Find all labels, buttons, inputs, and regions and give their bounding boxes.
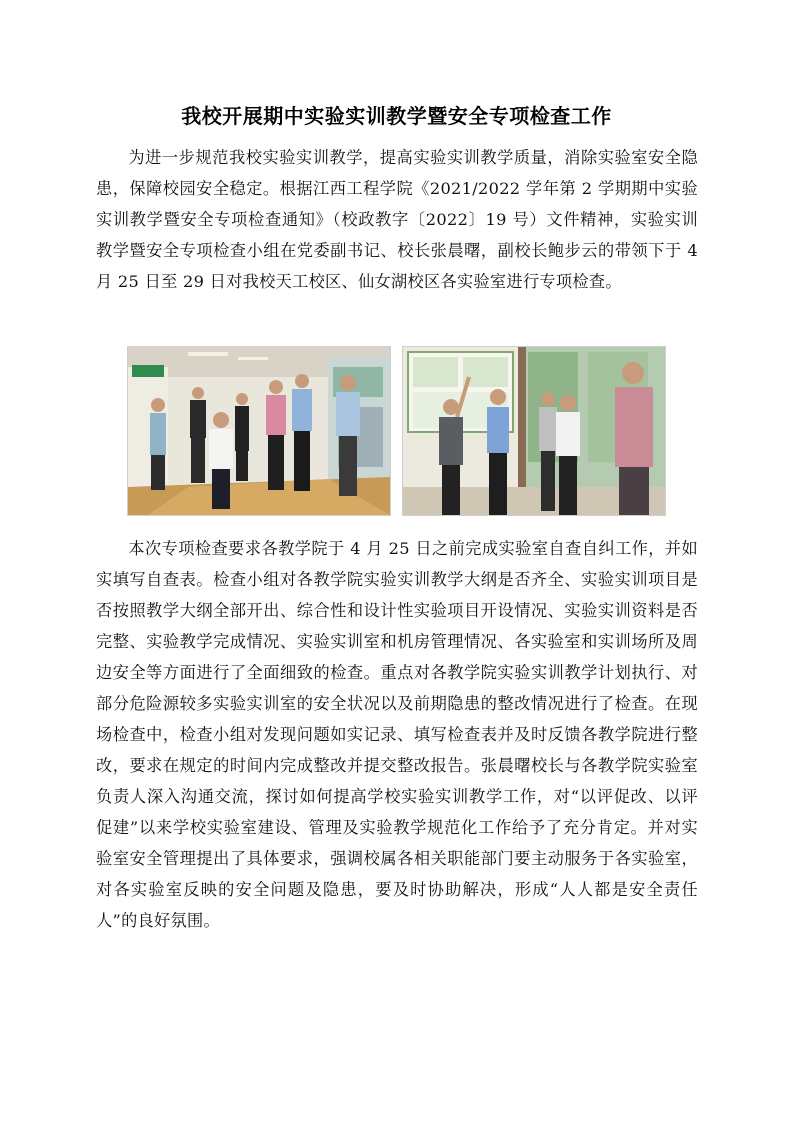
article-paragraph-1: 为进一步规范我校实验实训教学，提高实验实训教学质量，消除实验室安全隐患，保障校园安全稳定。根据江西工程学院《2021/2022 学年第 2 学期期中实验实训教学暨安全专项检查通知》（校政教字〔2022〕19 号）文件精神，实验实训教学暨安全专项检查小组在党委副书记、校长张晨曙，副校长鲍步云的带领下于 4 月 25 日至 29 日对我校天工校区、仙女湖校区各实验室进行专项检查。: [96, 148, 698, 291]
article-paragraph-2: 本次专项检查要求各教学院于 4 月 25 日之前完成实验室自查自纠工作，并如实填写自查表。检查小组对各教学院实验实训教学大纲是否齐全、实验实训项目是否按照教学大纲全部开出、综合性和设计性实验项目开设情况、实验实训资料是否完整、实验教学完成情况、实验实训室和机房管理情况、各实验室和实训场所及周边安全等方面进行了全面细致的检查。重点对各教学院实验实训教学计划执行、对部分危险源较多实验实训室的安全状况以及前期隐患的整改情况进行了检查。在现场检查中，检查小组对发现问题如实记录、填写检查表并及时反馈各教学院进行整改，要求在规定的时间内完成整改并提交整改报告。张晨曙校长与各教学院实验室负责人深入沟通交流，探讨如何提高学校实验实训教学工作，对“以评促改、以评促建”以来学校实验室建设、管理及实验教学规范化工作给予了充分肯定。并对实验室安全管理提出了具体要求，强调校属各相关职能部门要主动服务于各实验室，对各实验室反映的安全问题及隐患，要及时协助解决，形成“人人都是安全责任人”的良好氛围。: [96, 539, 698, 930]
article-title: 我校开展期中实验实训教学暨安全专项检查工作: [181, 104, 612, 128]
inspection-photo-corridor: [127, 346, 391, 516]
inspection-photo-lab-wall: [402, 346, 666, 516]
